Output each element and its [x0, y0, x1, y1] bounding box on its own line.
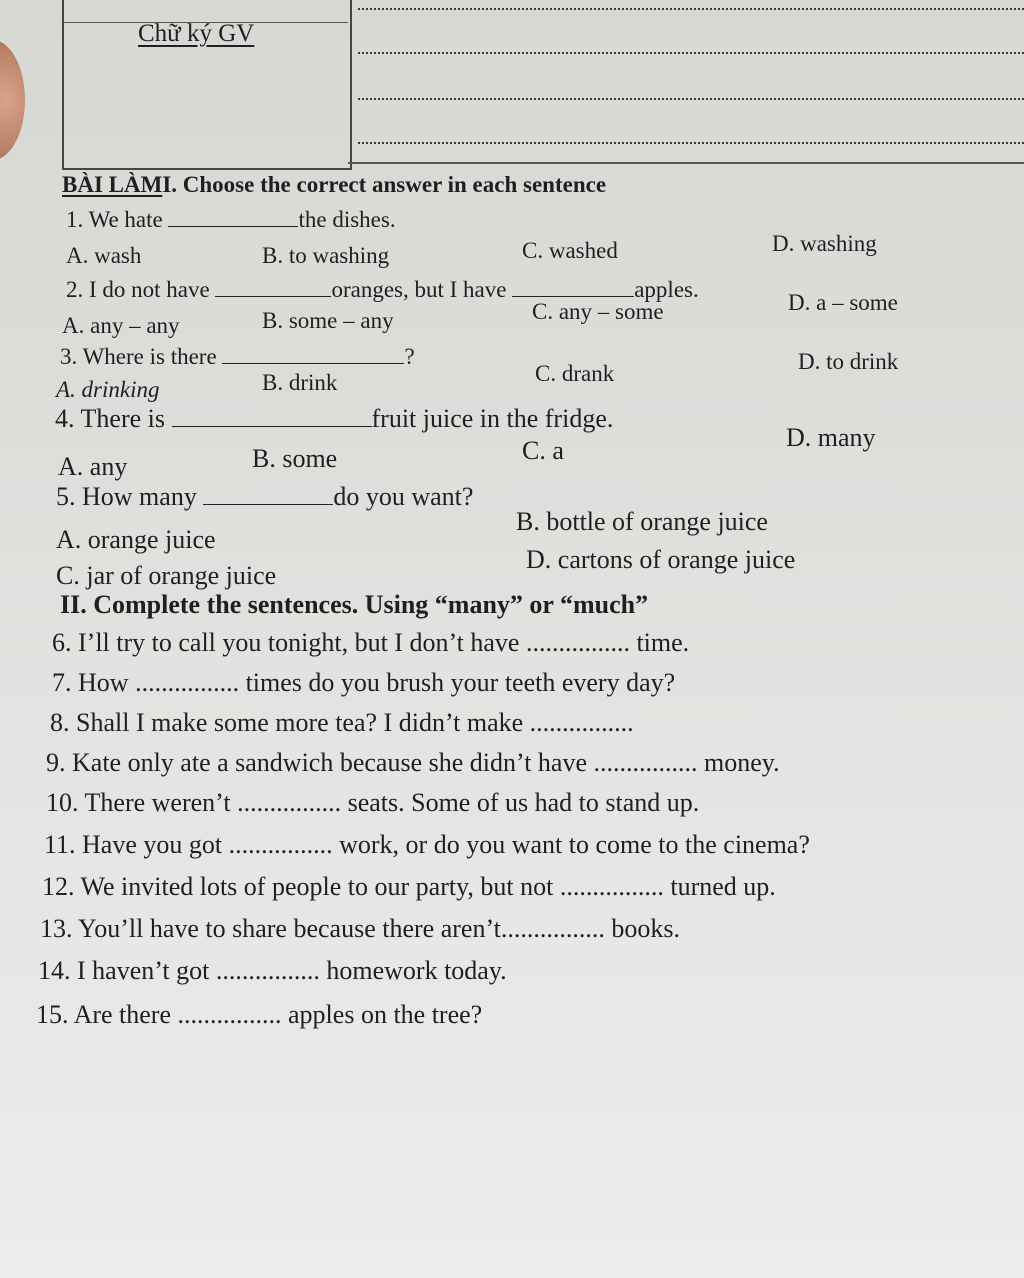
comment-line-1	[358, 8, 1024, 10]
fill-14-text-b: homework today.	[326, 956, 507, 985]
section1-title: I. Choose the correct answer in each sentence	[162, 172, 607, 197]
question-3	[60, 344, 415, 370]
q2-option-a[interactable]: A. any – any	[62, 313, 180, 338]
fill-7-text-a: 7. How	[52, 668, 129, 697]
fill-15-dots[interactable]: ................	[177, 1000, 282, 1029]
question-5-blank[interactable]	[203, 503, 333, 505]
fill-13-dots[interactable]: ................	[500, 914, 605, 943]
q1-option-d[interactable]: D. washing	[772, 231, 877, 256]
question-4	[55, 404, 613, 434]
fill-11-text-a: 11. Have you got	[44, 830, 223, 859]
fill-sentence-15	[36, 1000, 482, 1030]
section1-heading	[62, 172, 606, 198]
fill-sentence-12	[42, 872, 776, 902]
fill-15-text-a: 15. Are there	[36, 1000, 172, 1029]
q3-option-d[interactable]: D. to drink	[798, 349, 899, 374]
fill-sentence-14	[38, 956, 507, 986]
q5-option-a[interactable]: A. orange juice	[56, 525, 216, 554]
fill-sentence-13	[40, 914, 680, 944]
question-2-text-c: apples.	[634, 277, 699, 302]
q2-option-c[interactable]: C. any – some	[532, 299, 664, 324]
q1-option-a[interactable]: A. wash	[66, 243, 142, 268]
q2-option-d[interactable]: D. a – some	[788, 290, 898, 315]
q3-option-a[interactable]: A. drinking	[56, 377, 160, 402]
fill-15-text-b: apples on the tree?	[288, 1000, 483, 1029]
question-1	[66, 207, 396, 233]
comment-line-4	[358, 142, 1024, 144]
fill-12-dots[interactable]: ................	[559, 872, 664, 901]
q4-option-b[interactable]: B. some	[252, 444, 338, 473]
fill-12-text-b: turned up.	[670, 872, 776, 901]
fill-8-dots[interactable]: ................	[529, 708, 634, 737]
fill-sentence-8	[50, 708, 634, 738]
question-5	[56, 482, 473, 512]
question-5-text-b: do you want?	[333, 482, 474, 511]
fill-sentence-7	[52, 668, 675, 698]
q4-option-a[interactable]: A. any	[58, 452, 128, 481]
fill-14-text-a: 14. I haven’t got	[38, 956, 210, 985]
fill-13-text-a: 13. You’ll have to share because there aren’t	[40, 914, 501, 943]
question-2-blank-2[interactable]	[512, 295, 634, 297]
question-5-text-a: 5. How many	[56, 482, 197, 511]
fill-9-text-a: 9. Kate only ate a sandwich because she didn’t have	[46, 748, 587, 777]
fill-10-dots[interactable]: ................	[237, 788, 342, 817]
fill-7-text-b: times do you brush your teeth every day?	[245, 668, 676, 697]
comment-line-3	[358, 98, 1024, 100]
fill-11-dots[interactable]: ................	[228, 830, 333, 859]
q4-option-d[interactable]: D. many	[786, 423, 876, 452]
fill-sentence-10	[46, 788, 699, 818]
question-2-text-a: 2. I do not have	[66, 277, 210, 302]
question-4-text-a: 4. There is	[55, 404, 165, 433]
fill-9-text-b: money.	[704, 748, 780, 777]
question-1-blank[interactable]	[168, 225, 298, 227]
fill-10-text-a: 10. There weren’t	[46, 788, 231, 817]
question-1-text-a: 1. We hate	[66, 207, 163, 232]
question-2-text-b: oranges, but I have	[331, 277, 507, 302]
fill-12-text-a: 12. We invited lots of people to our party, but not	[42, 872, 554, 901]
question-3-blank[interactable]	[222, 362, 404, 364]
fill-7-dots[interactable]: ................	[135, 668, 240, 697]
signature-label: Chữ ký GV	[138, 20, 255, 47]
fill-6-text-b: time.	[636, 628, 690, 657]
question-1-text-b: the dishes.	[298, 207, 396, 232]
question-3-text-a: 3. Where is there	[60, 344, 217, 369]
fill-13-text-b: books.	[611, 914, 680, 943]
fill-9-dots[interactable]: ................	[593, 748, 698, 777]
fill-sentence-6	[52, 628, 689, 658]
question-4-blank[interactable]	[172, 425, 372, 427]
fill-sentence-9	[46, 748, 780, 778]
fill-sentence-11	[44, 830, 810, 860]
fill-6-dots[interactable]: ................	[525, 628, 630, 657]
question-2-blank-1[interactable]	[215, 295, 331, 297]
fill-11-text-b: work, or do you want to come to the cinema?	[339, 830, 810, 859]
fill-6-text-a: 6. I’ll try to call you tonight, but I don’t have	[52, 628, 520, 657]
fill-10-text-b: seats. Some of us had to stand up.	[347, 788, 700, 817]
fill-8-text-a: 8. Shall I make some more tea? I didn’t make	[50, 708, 524, 737]
q5-option-b[interactable]: B. bottle of orange juice	[516, 507, 768, 536]
fill-14-dots[interactable]: ................	[215, 956, 320, 985]
question-4-text-b: fruit juice in the fridge.	[371, 404, 614, 433]
q2-option-b[interactable]: B. some – any	[262, 308, 394, 333]
q3-option-c[interactable]: C. drank	[535, 361, 615, 386]
section2-title: II. Complete the sentences. Using “many” or “much”	[60, 590, 649, 619]
q4-option-c[interactable]: C. a	[522, 436, 564, 465]
q5-option-d[interactable]: D. cartons of orange juice	[526, 545, 796, 574]
comment-line-2	[358, 52, 1024, 54]
q1-option-b[interactable]: B. to washing	[262, 243, 390, 268]
bai-lam-label: BÀI LÀM	[62, 172, 163, 197]
question-3-text-b: ?	[404, 344, 415, 369]
header-bottom-rule	[348, 162, 1024, 164]
q1-option-c[interactable]: C. washed	[522, 238, 618, 263]
q5-option-c[interactable]: C. jar of orange juice	[56, 561, 277, 590]
q3-option-b[interactable]: B. drink	[262, 370, 338, 395]
